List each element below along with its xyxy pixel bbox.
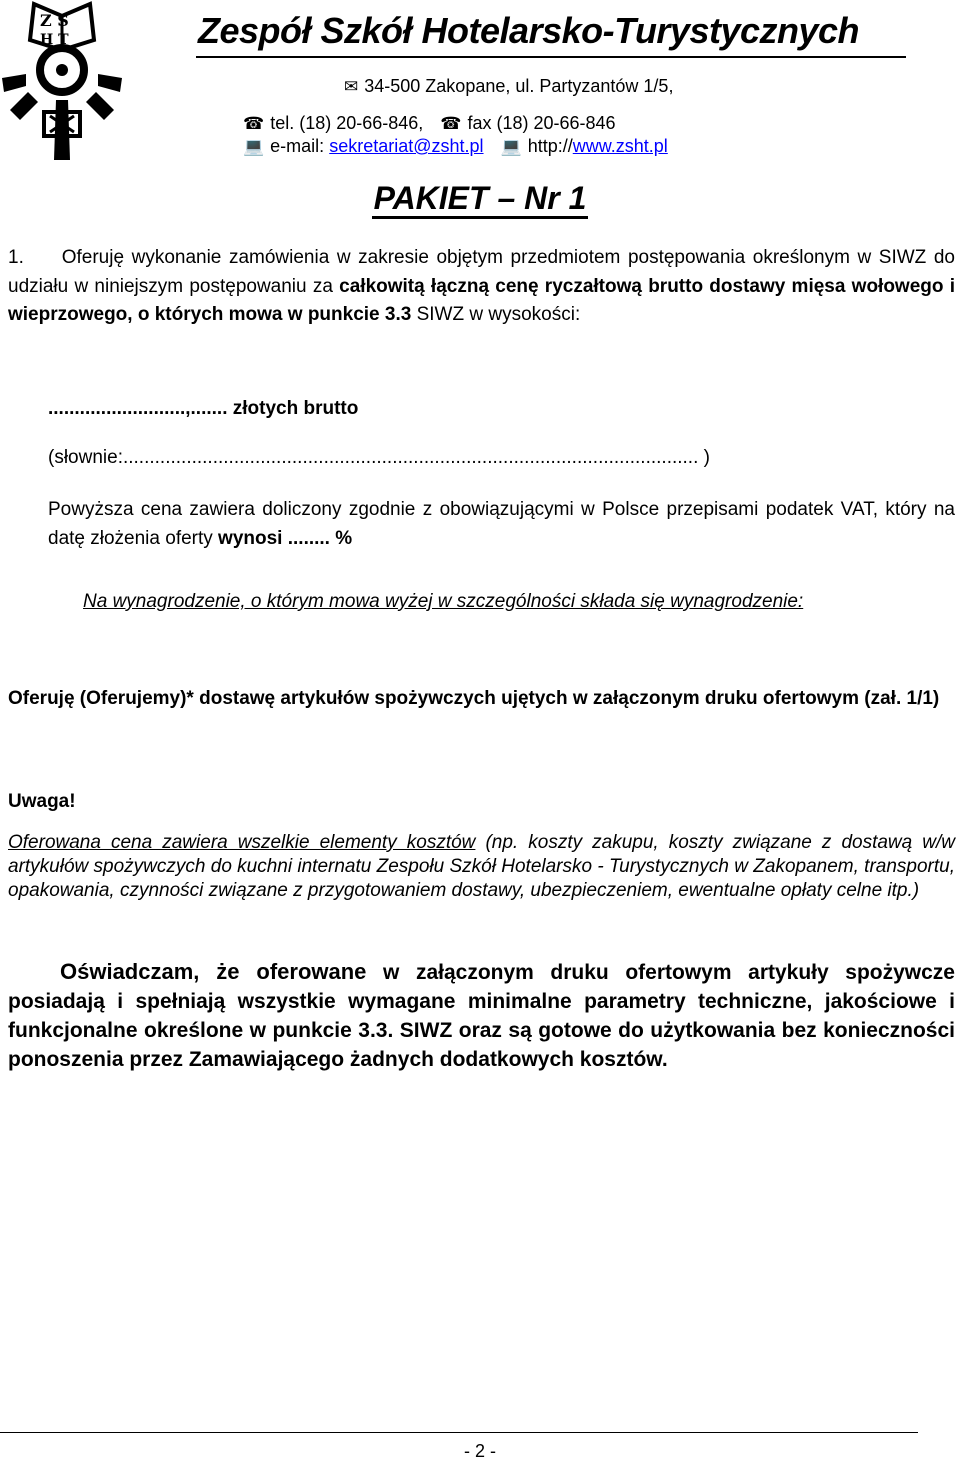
computer-icon: 💻 — [500, 137, 522, 156]
section-1 — [8, 244, 955, 330]
page-number: - 2 - — [463, 1441, 496, 1461]
web-link[interactable]: www.zsht.pl — [572, 136, 668, 156]
words-line: (słownie:............................................................................................................. ) — [48, 447, 710, 468]
section-1-text-a: Oferuję wykonanie zamówienia w zakresie objętym przedmiotem postępowania określonym w SIWZ do udziału w niniejszym postępowaniu za — [8, 247, 955, 297]
school-name: Zespół Szkół Hotelarsko-Turystycznych — [198, 10, 860, 51]
section-1-text-b: SIWZ w wysokości: — [416, 304, 581, 325]
fax-icon: ☎ — [440, 114, 462, 133]
svg-text:H T: H T — [40, 32, 69, 48]
address-text: 34-500 Zakopane, ul. Partyzantów 1/5, — [364, 76, 674, 96]
warning-text — [8, 831, 955, 903]
declaration-lead: Oświadczam, że oferowane — [60, 959, 367, 984]
warning-heading: Uwaga! — [8, 791, 76, 812]
title-text: PAKIET – Nr 1 — [372, 180, 589, 219]
vat-text: Powyższa cena zawiera doliczony zgodnie z obowiązującymi w Polsce przepisami podatek VAT, który na datę złożenia oferty — [48, 499, 955, 549]
address-line — [344, 76, 673, 97]
header-rule — [196, 56, 906, 58]
page-title — [0, 180, 960, 217]
computer-icon: 💻 — [243, 137, 265, 156]
school-logo — [0, 0, 140, 160]
vat-paragraph — [48, 496, 955, 553]
phone-icon: ☎ — [243, 114, 265, 133]
email-line — [243, 136, 668, 157]
declaration-rest: w załączonym druku ofertowym artykuły spożywcze posiadają i spełniają wszystkie wymagane minimalne parametry techniczne, jakościowe i funkcjonalne określone w punkcie 3.3. SIWZ oraz są gotowe do użytkowania bez konieczności ponoszenia przez Zamawiającego żadnych dodatkowych kosztów. — [8, 961, 955, 1071]
fax-text: fax (18) 20-66-846 — [467, 113, 616, 133]
price-line: ..........................,....... złotych brutto — [48, 398, 359, 419]
declaration — [8, 957, 955, 1074]
phone-text: tel. (18) 20-66-846, — [270, 113, 424, 133]
footer-rule — [0, 1432, 918, 1433]
section-number: 1. — [8, 247, 24, 268]
vat-rate: wynosi ........ % — [218, 527, 353, 549]
remuneration-note: Na wynagrodzenie, o którym mowa wyżej w szczególności składa się wynagrodzenie: — [83, 591, 804, 612]
warning-underlined: Oferowana cena zawiera wszelkie elementy kosztów — [8, 832, 476, 853]
offer-statement: Oferuję (Oferujemy)* dostawę artykułów spożywczych ujętych w załączonym druku ofertowym (zał. 1/1) — [8, 688, 940, 709]
logo-letters: Z S — [40, 11, 69, 30]
section-1-bold: całkowitą łączną cenę ryczałtową brutto dostawy mięsa wołowego i wieprzowego, o których mowa w punkcie 3.3 — [8, 275, 956, 325]
envelope-icon: ✉ — [344, 77, 359, 96]
phone-line — [243, 113, 616, 134]
email-link[interactable]: sekretariat@zsht.pl — [329, 136, 484, 156]
web-prefix: http:// — [527, 136, 573, 156]
email-label: e-mail: — [270, 136, 325, 156]
warning-rest: (np. koszty zakupu, koszty związane z dostawą w/w artykułów spożywczych do kuchni internatu Zespołu Szkół Hotelarsko - Turystycznych w Zakopanem, transportu, opakowania, czynności związane z przygotowaniem dostawy, ubezpieczeniem, ewentualne opłaty celne itp.) — [8, 832, 955, 901]
